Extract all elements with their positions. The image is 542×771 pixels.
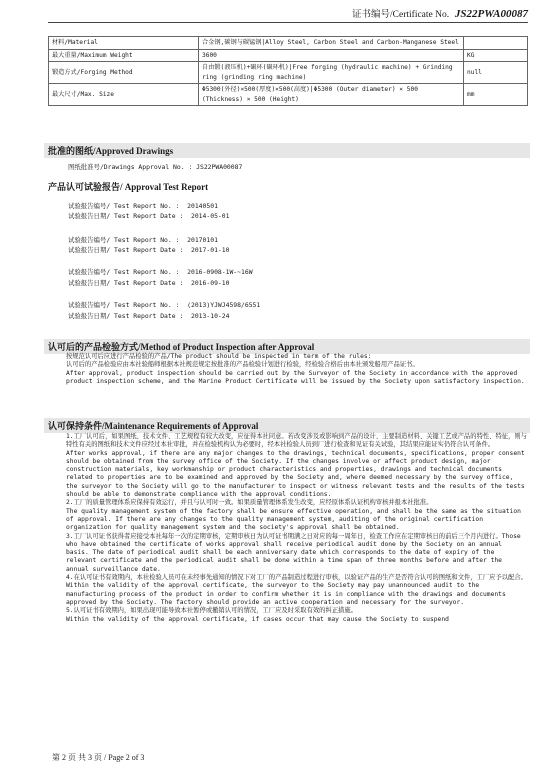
approval-test-report-heading: 产品认可试验报告/ Approval Test Report (48, 182, 209, 192)
maintenance-requirements-heading: 认可保持条件/Maintenance Requirements of Approval (44, 418, 530, 433)
test-report-no: 试验报告编号/ Test Report No. : 20140501 (68, 202, 218, 210)
paragraph: 认可后的产品检验应由本社验船师根据本社规范规定按批准的产品检验计划进行检验，经检验合格后由本社颁发船用产品证书。 (66, 361, 419, 369)
prop-value: Φ5300(外径)×500(厚度)×500(高度)|Φ5300 (Outer diameter) × 500 (Thickness) × 500 (Height) (199, 84, 464, 106)
table-row (49, 84, 528, 106)
inspection-text (66, 353, 528, 386)
certificate-label: 证书编号/Certificate No. (352, 10, 450, 20)
paragraph: 3.工厂认可证书获得者应接受本社每年一次的定期审核，定期审核日为认可证书期满之日对应的每一周年日，检查工作应在定期审核日的前后三个月内进行。Those who have obtained the certificate of works approval shall receive periodical audit done by the Society on an annual basis. The date of periodical audit shall be each anniversary date which corresponds to the date of expiry of the relevant certificate and the periodical audit shall be done within a time span of three months before and after the annual surveillance date. (66, 532, 521, 573)
prop-key: 材料/Material (49, 37, 199, 50)
drawings-approval-no: 图纸批准号/Drawings Approval No. : JS22PWA00087 (68, 163, 243, 171)
header-divider (48, 22, 528, 23)
maintenance-text (66, 433, 528, 624)
test-report-date: 试验报告日期/ Test Report Date : 2017-01-10 (68, 246, 230, 254)
table-row (49, 37, 528, 50)
prop-value: 合金钢,碳钢与碳锰钢|Alloy Steel, Carbon Steel and Carbon-Manganese Steel (199, 37, 464, 50)
certificate-number: JS22PWA00087 (454, 8, 528, 20)
properties-table (48, 36, 528, 106)
prop-unit: null (464, 62, 528, 84)
prop-value: 3600 (199, 49, 464, 62)
paragraph: The quality management system of the factory shall be ensure effective operation, and shall be the same as the situation of approval. If there are any changes to the quality management system, auditing of the original certification organization for quality management system and the society's approval shall be obtained. (66, 507, 521, 532)
paragraph: 5.认可证书有效期内，如果出现可能导致本社暂停或撤销认可的情况，工厂应及时采取有效的纠正措施。 (66, 607, 357, 615)
paragraph: Within the validity of the approval certificate, the surveyor to the Society may pay unannounced audit to the manufacturing process of the product in order to confirm whether it is in compliance with the drawings and documents approved by the Society. The factory should provide an active cooperation and necessary for the surveyor. (66, 582, 506, 606)
paragraph: After works approval, if there are any major changes to the drawings, technical documents, specifications, proper consent should be obtained from the survey office of the Society. If the changes involve or affect product design, major construction materials, key workmanship or product characteristics and properties, drawings and technical documents related to properties are to be examined and approved by the Society and, where deemed necessary by the survey office, the surveyor to the Society will go to the manufacturer to inspect or witness relevant tests and the results of the tests should be able to demonstrate compliance with the approval conditions. (66, 449, 525, 499)
prop-key: 最大重量/Maximum Weight (49, 49, 199, 62)
test-report-no: 试验报告编号/ Test Report No. : 20170101 (68, 236, 218, 244)
prop-key: 最大尺寸/Max. Size (49, 84, 199, 106)
test-report-date: 试验报告日期/ Test Report Date : 2013-10-24 (68, 312, 230, 320)
certificate-header (352, 6, 528, 20)
paragraph: After approval, product inspection should be carried out by the Surveyor of the Society in accordance with the approved product inspection scheme, and the Marine Product Certificate will be issued by the Society upon satisfactory inspection. (66, 369, 525, 385)
page-number: 第 2 页 共 3 页 / Page 2 of 3 (52, 753, 145, 762)
paragraph: 2.工厂的质量管理体系应保持有效运行，并且与认可时一致。如果质量管理体系发生改变，应经原体系认证机构审核并报本社批准。 (66, 499, 433, 507)
inspection-method-heading: 认可后的产品检验方式/Method of Product Inspection after Approval (44, 339, 530, 354)
table-row (49, 62, 528, 84)
test-report-date: 试验报告日期/ Test Report Date : 2014-05-01 (68, 212, 230, 220)
prop-unit: KG (464, 49, 528, 62)
test-report-no: 试验报告编号/ Test Report No. : 2016-0908-1W-~16W (68, 268, 253, 276)
table-row (49, 49, 528, 62)
paragraph: 1.工厂认可后，如果图纸、技术文件、工艺规程有较大改变，应征得本社同意。若改变涉及或影响到产品的设计、主要制造材料、关键工艺或产品的特性、特征，则与特性有关的图纸和技术文件应经过本社审批，并在检验机构认为必要时，经本社检验人员到厂进行检查和见证有关试验，其结果应能证实仍符合认可条件。 (66, 433, 527, 449)
test-report-no: 试验报告编号/ Test Report No. : (2013)YJWJ4598/6551 (68, 301, 261, 309)
prop-unit (464, 37, 528, 50)
prop-value: 自由锻(液压机)+碾环(碾环机)|Free forging (hydraulic machine) + Grinding ring (grinding ring machine) (199, 62, 464, 84)
prop-unit: mm (464, 84, 528, 106)
paragraph: 4.在认可证书有效期内，本社检验人员可在未经事先通知的情况下对工厂的产品制造过程进行审核，以验证产品的生产是否符合认可的图纸和文件，工厂应予以配合。 (66, 574, 527, 582)
approved-drawings-heading: 批准的图纸/Approved Drawings (44, 143, 530, 158)
paragraph: 按规范认可后应进行产品检验的产品/The product should be inspected in term of the rules: (66, 353, 372, 360)
prop-key: 锻造方式/Forging Method (49, 62, 199, 84)
paragraph: Within the validity of the approval certificate, if cases occur that may cause the Society to suspend (66, 615, 449, 623)
test-report-date: 试验报告日期/ Test Report Date : 2016-09-10 (68, 279, 230, 287)
